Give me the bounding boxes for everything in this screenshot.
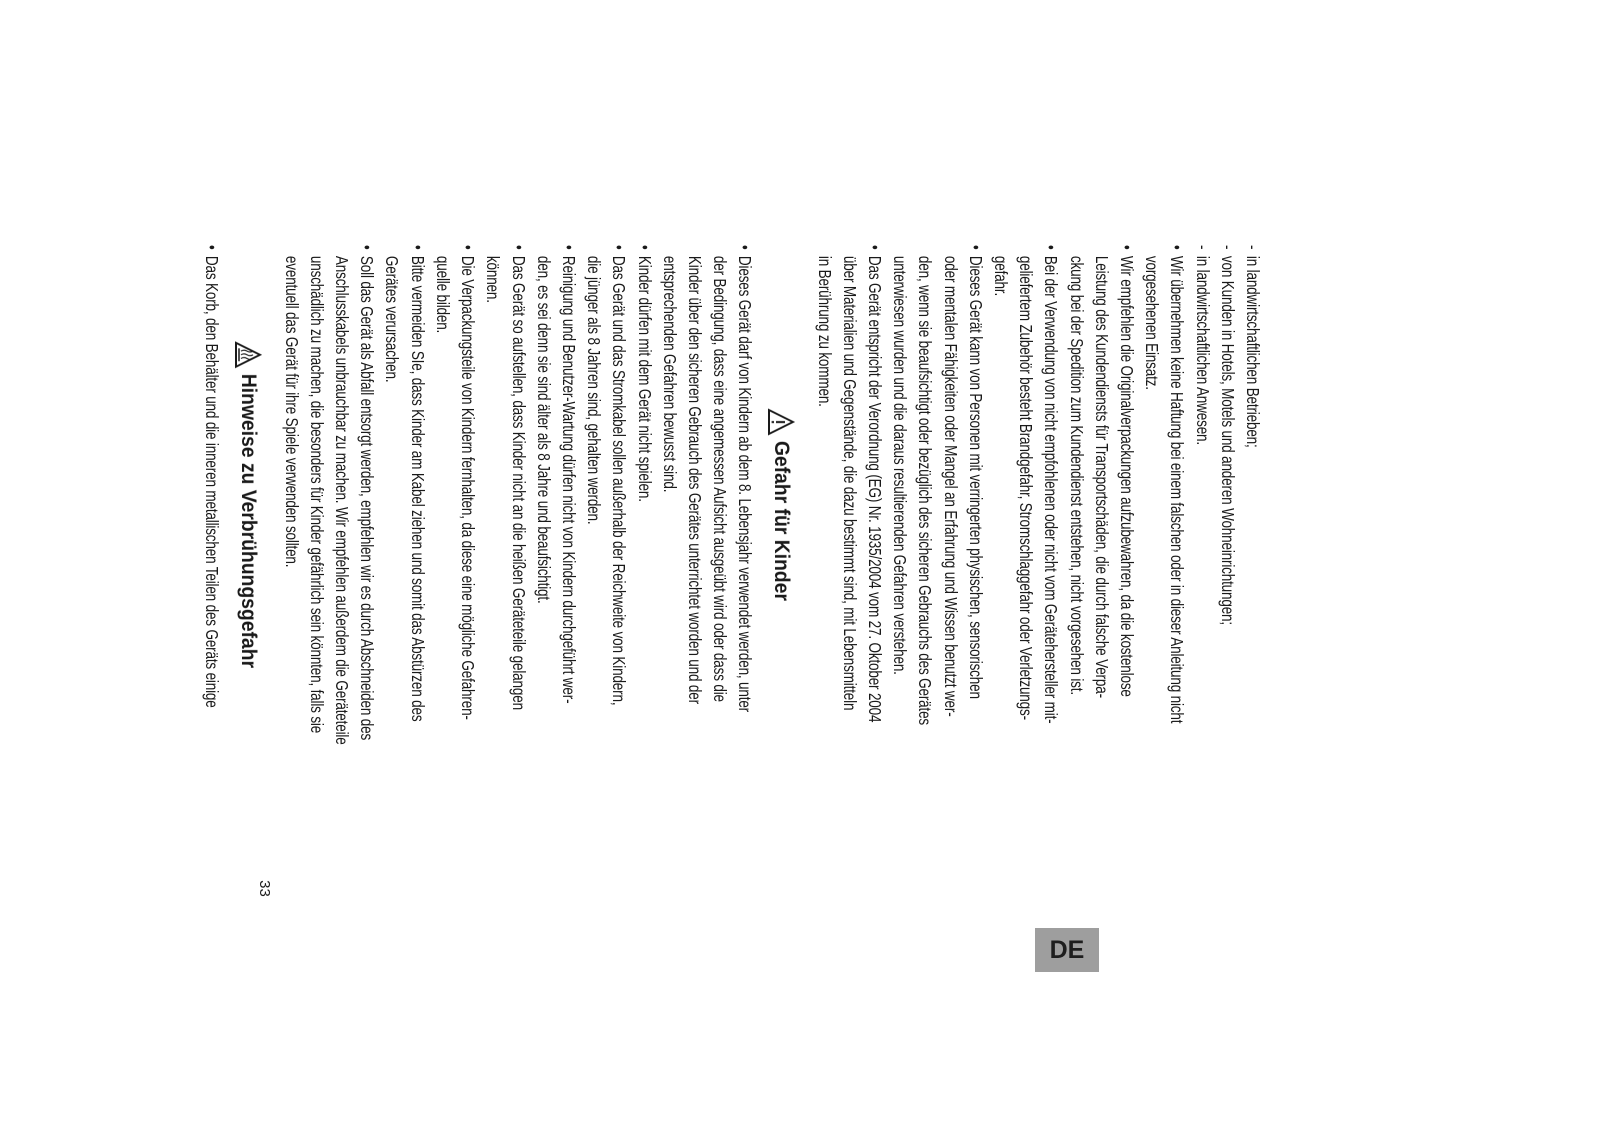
list-item-continuation: quelle bilden. bbox=[432, 255, 453, 334]
warning-icon bbox=[767, 408, 795, 436]
list-item-continuation: unschädlich zu machen, die besonders für Kinder gefährlich sein könnten, falls sie bbox=[306, 255, 327, 734]
page-number: 33 bbox=[255, 880, 273, 897]
list-item: •Soll das Gerät als Abfall entsorgt werden, empfehlen wir es durch Abschneiden des bbox=[357, 245, 378, 741]
list-item: -von Kunden in Hotels, Motels und anderen Wohneinrichtungen; bbox=[1217, 245, 1238, 625]
list-item: •Reinigung und Benutzer-Wartung dürfen nicht von Kindern durchgeführt wer- bbox=[558, 245, 579, 704]
list-item-continuation: den, wenn sie beaufsichtigt oder bezüglich des sicheren Gebrauchs des Gerätes bbox=[915, 255, 936, 726]
language-badge: DE bbox=[1035, 928, 1099, 972]
list-item: •Die Verpackungsteile von Kindern fernhalten, da diese eine mögliche Gefahren- bbox=[458, 245, 479, 720]
list-item-continuation: ckung bei der Spedition zum Kundendienst entstehen, nicht vorgesehen ist. bbox=[1066, 255, 1087, 695]
list-item-continuation: Anschlusskabels unbrauchbar zu machen. Wir empfehlen außerdem die Geräteteile bbox=[332, 255, 353, 745]
list-item: •Das Gerät und das Stromkabel sollen außerhalb der Reichweite von Kindern, bbox=[609, 245, 630, 706]
list-item-continuation: Kinder über den sicheren Gebrauch des Gerätes unterrichtet worden und der bbox=[684, 255, 705, 704]
list-item-continuation: gefahr. bbox=[990, 255, 1011, 297]
list-item-continuation: Gerätes verursachen. bbox=[382, 255, 403, 383]
hot-surface-warning-icon bbox=[234, 341, 262, 369]
list-item-continuation: eventuell das Gerät für ihre Spiele verwenden sollten. bbox=[281, 255, 302, 568]
list-item-continuation: den, es sei denn sie sind älter als 8 Jahre und beaufsichtigt. bbox=[533, 255, 554, 604]
list-item: •Das Gerät so aufstellen, dass Kinder nicht an die heißen Geräteteile gelangen bbox=[508, 245, 529, 710]
rotated-page bbox=[202, 245, 1265, 910]
list-item-continuation: über Materialien und Gegenstände, die dazu bestimmt sind, mit Lebensmitteln bbox=[839, 255, 860, 711]
list-item: •Wir übernehmen keine Haftung bei einem falschen oder in dieser Anleitung nicht bbox=[1167, 245, 1188, 724]
list-item-continuation: vorgesehenen Einsatz. bbox=[1142, 255, 1163, 390]
list-item-continuation: der Bedingung, dass eine angemessen Aufsicht ausgeübt wird oder dass die bbox=[710, 255, 731, 702]
list-item-continuation: die jünger als 8 Jahren sind, gehalten werden. bbox=[584, 255, 605, 525]
list-item: •Das Korb, den Behälter und die inneren metallischen Teilen des Geräts einige bbox=[202, 245, 223, 708]
list-item-continuation: können. bbox=[483, 255, 504, 303]
list-item: -in landwirtschaftlichen Betrieben; bbox=[1243, 245, 1263, 448]
list-item-continuation: geliefertem Zubehör besteht Brandgefahr, Stromschlaggefahr oder Verletzungs- bbox=[1016, 255, 1037, 720]
list-item: •Das Gerät entspricht der Verordnung (EG) Nr. 1935/2004 vom 27. Oktober 2004 bbox=[864, 245, 885, 723]
list-item-continuation: Leistung des Kundendiensts für Transportschäden, die durch falsche Verpa- bbox=[1091, 255, 1112, 698]
section-heading-scald: Hinweise zu Verbrühungsgefahr bbox=[224, 198, 272, 810]
list-item: •Bitte vermeiden SIe, dass Kinder am Kabel ziehen und somit das Abstürzen des bbox=[407, 245, 428, 722]
list-item: •Kinder dürfen mit dem Gerät nicht spielen. bbox=[634, 245, 655, 502]
list-item-continuation: in Berührung zu kommen. bbox=[814, 255, 835, 407]
list-item: -in landwirtschaftlichen Anwesen. bbox=[1192, 245, 1213, 445]
list-item-continuation: unterwiesen wurden und die daraus resultierenden Gefahren verstehen. bbox=[890, 255, 911, 675]
list-item: •Dieses Gerät darf von Kindern ab dem 8. Lebensjahr verwendet werden, unter bbox=[735, 245, 756, 713]
list-item: •Dieses Gerät kann von Personen mit verringerten physischen, sensorischen bbox=[965, 245, 986, 699]
list-item: •Bei der Verwendung von nicht empfohlenen oder nicht vom Gerätehersteller mit- bbox=[1041, 245, 1062, 724]
document-body bbox=[199, 245, 1265, 764]
list-item: •Wir empfehlen die Originalverpackungen aufzubewahren, da die kostenlose bbox=[1116, 245, 1137, 697]
list-item-continuation: entsprechenden Gefahren bewusst sind. bbox=[659, 255, 680, 493]
section-heading-children: Gefahr für Kinder bbox=[757, 198, 805, 810]
list-item-continuation: oder mentalen Fähigkeiten oder Mangel an Erfahrung und Wissen benutzt wer- bbox=[940, 255, 961, 717]
